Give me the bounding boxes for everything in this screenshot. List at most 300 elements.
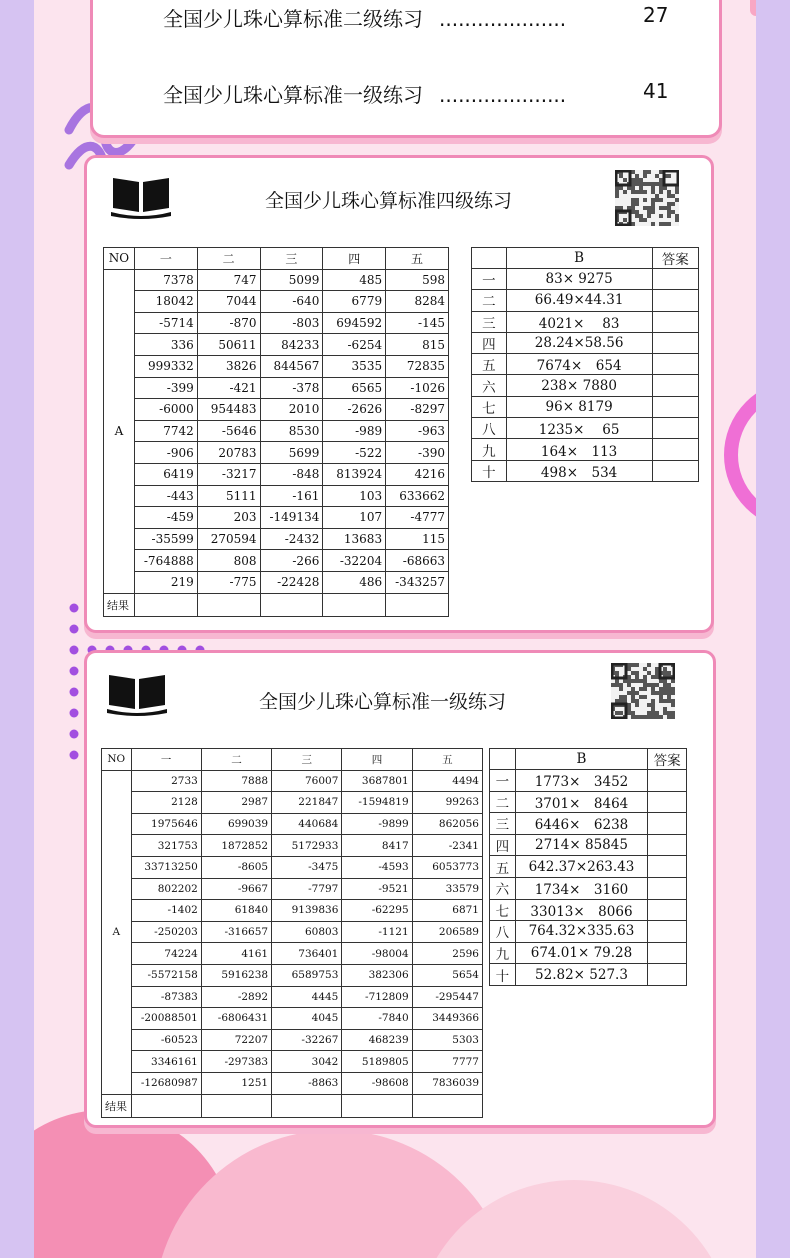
problem-expression: 28.24×58.56 (506, 332, 652, 353)
number-cell: 633662 (386, 485, 449, 507)
number-cell: -9899 (342, 813, 412, 835)
multiplication-table (489, 748, 687, 986)
table-row (472, 332, 699, 353)
table-row (104, 507, 449, 529)
number-cell: -35599 (134, 528, 197, 550)
number-cell: -989 (323, 420, 386, 442)
table-row (102, 878, 483, 900)
toc-item-leader: .................... (439, 83, 567, 107)
column-header: 四 (342, 749, 412, 771)
number-cell: -1402 (131, 900, 201, 922)
table-row (104, 334, 449, 356)
ring-decoration (724, 380, 756, 530)
number-cell: -32204 (323, 550, 386, 572)
addition-table (101, 748, 483, 1118)
table-row (104, 399, 449, 421)
table-row (104, 571, 449, 593)
table-of-contents-card (90, 0, 722, 138)
number-cell: -1594819 (342, 792, 412, 814)
problem-number: 十 (490, 964, 516, 986)
number-cell: 8530 (260, 420, 323, 442)
table-row (102, 986, 483, 1008)
number-cell: 72207 (201, 1029, 271, 1051)
number-cell: 203 (197, 507, 260, 529)
problem-number: 五 (472, 354, 507, 375)
number-cell: 802202 (131, 878, 201, 900)
number-cell: 33579 (412, 878, 482, 900)
problem-expression: 52.82× 527.3 (515, 964, 647, 986)
table-header-row (490, 749, 687, 770)
number-cell: -316657 (201, 921, 271, 943)
answer-cell[interactable] (652, 418, 698, 439)
number-cell: -4777 (386, 507, 449, 529)
result-cell[interactable] (342, 1094, 412, 1118)
answer-cell[interactable] (648, 942, 687, 964)
answer-cell[interactable] (652, 375, 698, 396)
number-cell: -7840 (342, 1008, 412, 1030)
table-header-row (104, 248, 449, 270)
number-cell: -250203 (131, 921, 201, 943)
number-cell: 6871 (412, 900, 482, 922)
addition-table (103, 247, 449, 617)
table-row (102, 1051, 483, 1073)
problem-expression: 2714× 85845 (515, 834, 647, 856)
number-cell: -6000 (134, 399, 197, 421)
table-row (104, 420, 449, 442)
table-row (104, 528, 449, 550)
number-cell: 598 (386, 269, 449, 291)
number-cell: 1251 (201, 1072, 271, 1094)
table-row (102, 921, 483, 943)
problem-number: 六 (490, 877, 516, 899)
number-cell: 2128 (131, 792, 201, 814)
answer-cell[interactable] (648, 813, 687, 835)
number-cell: -98608 (342, 1072, 412, 1094)
answer-cell[interactable] (652, 269, 698, 290)
number-cell: 61840 (201, 900, 271, 922)
result-label: 结果 (104, 593, 135, 617)
number-cell: 815 (386, 334, 449, 356)
number-cell: 5172933 (272, 835, 342, 857)
number-cell: -2626 (323, 399, 386, 421)
problem-expression: 3701× 8464 (515, 791, 647, 813)
number-cell: 321753 (131, 835, 201, 857)
number-cell: 5111 (197, 485, 260, 507)
answer-cell[interactable] (652, 290, 698, 311)
problem-expression: 164× 113 (506, 439, 652, 460)
answer-cell[interactable] (648, 877, 687, 899)
number-cell: 76007 (272, 770, 342, 792)
number-cell: 3346161 (131, 1051, 201, 1073)
number-cell: 206589 (412, 921, 482, 943)
number-cell: 221847 (272, 792, 342, 814)
toc-item-title: 全国少儿珠心算标准一级练习 (163, 83, 423, 107)
number-cell: 6419 (134, 463, 197, 485)
table-row (490, 921, 687, 943)
number-cell: 115 (386, 528, 449, 550)
number-cell: -62295 (342, 900, 412, 922)
qr-code-icon[interactable] (611, 663, 675, 719)
number-cell: 3449366 (412, 1008, 482, 1030)
problem-number: 二 (490, 791, 516, 813)
answer-cell[interactable] (648, 834, 687, 856)
problem-expression: 7674× 654 (506, 354, 652, 375)
number-cell: 3042 (272, 1051, 342, 1073)
number-cell: -712809 (342, 986, 412, 1008)
number-cell: -848 (260, 463, 323, 485)
number-cell: 33713250 (131, 856, 201, 878)
answer-cell[interactable] (648, 856, 687, 878)
number-cell: -443 (134, 485, 197, 507)
result-cell[interactable] (197, 593, 260, 617)
table-row (102, 1072, 483, 1094)
table-row (104, 463, 449, 485)
number-cell: 2987 (201, 792, 271, 814)
number-cell: 5916238 (201, 964, 271, 986)
number-cell: 7742 (134, 420, 197, 442)
number-cell: -963 (386, 420, 449, 442)
number-cell: 485 (323, 269, 386, 291)
table-row (490, 877, 687, 899)
column-header: NO (104, 248, 135, 270)
number-cell: 6779 (323, 291, 386, 313)
answer-cell[interactable] (652, 439, 698, 460)
number-cell: -870 (197, 312, 260, 334)
result-cell[interactable] (134, 593, 197, 617)
number-cell: -775 (197, 571, 260, 593)
number-cell: 736401 (272, 943, 342, 965)
result-row (104, 593, 449, 617)
column-header: 答案 (648, 749, 687, 770)
table-row (102, 900, 483, 922)
number-cell: 5654 (412, 964, 482, 986)
number-cell: -906 (134, 442, 197, 464)
column-header: 一 (131, 749, 201, 771)
problem-expression: 1235× 65 (506, 418, 652, 439)
table-row (472, 396, 699, 417)
table-row (472, 460, 699, 481)
number-cell: -3475 (272, 856, 342, 878)
row-label: A (104, 269, 135, 593)
problem-expression: 764.32×335.63 (515, 921, 647, 943)
number-cell: -8605 (201, 856, 271, 878)
problem-number: 三 (490, 813, 516, 835)
answer-cell[interactable] (648, 964, 687, 986)
number-cell: -161 (260, 485, 323, 507)
number-cell: -87383 (131, 986, 201, 1008)
number-cell: 954483 (197, 399, 260, 421)
problem-number: 九 (490, 942, 516, 964)
column-header: 三 (272, 749, 342, 771)
problem-expression: 1773× 3452 (515, 770, 647, 792)
table-row (472, 290, 699, 311)
number-cell: -68663 (386, 550, 449, 572)
problem-expression: 642.37×263.43 (515, 856, 647, 878)
row-label: A (102, 770, 132, 1094)
number-cell: 486 (323, 571, 386, 593)
exercise-card-level-1 (84, 650, 716, 1128)
number-cell: -4593 (342, 856, 412, 878)
table-row (490, 942, 687, 964)
number-cell: 7044 (197, 291, 260, 313)
number-cell: 6565 (323, 377, 386, 399)
problem-expression: 498× 534 (506, 460, 652, 481)
number-cell: -3217 (197, 463, 260, 485)
answer-cell[interactable] (652, 354, 698, 375)
answer-cell[interactable] (652, 332, 698, 353)
table-row (102, 792, 483, 814)
number-cell: 18042 (134, 291, 197, 313)
number-cell: -764888 (134, 550, 197, 572)
answer-cell[interactable] (648, 770, 687, 792)
number-cell: 468239 (342, 1029, 412, 1051)
table-row (472, 418, 699, 439)
problem-expression: 96× 8179 (506, 396, 652, 417)
problem-number: 一 (490, 770, 516, 792)
table-header-row (102, 749, 483, 771)
number-cell: -803 (260, 312, 323, 334)
table-row (490, 964, 687, 986)
problem-expression: 1734× 3160 (515, 877, 647, 899)
number-cell: 6589753 (272, 964, 342, 986)
number-cell: 103 (323, 485, 386, 507)
problem-number: 九 (472, 439, 507, 460)
number-cell: 699039 (201, 813, 271, 835)
number-cell: 808 (197, 550, 260, 572)
result-cell[interactable] (201, 1094, 271, 1118)
column-header: 答案 (652, 248, 698, 269)
open-book-icon (105, 669, 169, 717)
number-cell: -8297 (386, 399, 449, 421)
column-header: 五 (412, 749, 482, 771)
problem-number: 八 (490, 921, 516, 943)
problem-expression: 4021× 83 (506, 311, 652, 332)
number-cell: 1975646 (131, 813, 201, 835)
number-cell: -295447 (412, 986, 482, 1008)
toc-item-page: 27 (643, 3, 669, 27)
problem-number: 一 (472, 269, 507, 290)
number-cell: -60523 (131, 1029, 201, 1051)
answer-cell[interactable] (652, 396, 698, 417)
column-header: 二 (197, 248, 260, 270)
number-cell: 7777 (412, 1051, 482, 1073)
number-cell: 7378 (134, 269, 197, 291)
table-row (104, 312, 449, 334)
number-cell: -266 (260, 550, 323, 572)
problem-number: 八 (472, 418, 507, 439)
number-cell: 6053773 (412, 856, 482, 878)
column-header: 四 (323, 248, 386, 270)
number-cell: 694592 (323, 312, 386, 334)
number-cell: 84233 (260, 334, 323, 356)
number-cell: 270594 (197, 528, 260, 550)
table-row (102, 770, 483, 792)
number-cell: -7797 (272, 878, 342, 900)
number-cell: 5189805 (342, 1051, 412, 1073)
table-row (102, 813, 483, 835)
open-book-icon (109, 172, 173, 220)
number-cell: 4216 (386, 463, 449, 485)
problem-expression: 238× 7880 (506, 375, 652, 396)
answer-cell[interactable] (652, 311, 698, 332)
table-row (102, 856, 483, 878)
number-cell: 4161 (201, 943, 271, 965)
number-cell: -5646 (197, 420, 260, 442)
result-cell[interactable] (386, 593, 449, 617)
problem-number: 十 (472, 460, 507, 481)
column-header: NO (102, 749, 132, 771)
result-cell[interactable] (131, 1094, 201, 1118)
table-row (472, 269, 699, 290)
number-cell: -343257 (386, 571, 449, 593)
number-cell: 20783 (197, 442, 260, 464)
toc-item-leader: .................... (439, 7, 567, 31)
number-cell: -9521 (342, 878, 412, 900)
table-row (104, 291, 449, 313)
multiplication-table (471, 247, 699, 482)
number-cell: 8284 (386, 291, 449, 313)
problem-number: 七 (490, 899, 516, 921)
number-cell: -1026 (386, 377, 449, 399)
table-row (102, 1029, 483, 1051)
number-cell: -149134 (260, 507, 323, 529)
number-cell: -2892 (201, 986, 271, 1008)
number-cell: 5099 (260, 269, 323, 291)
number-cell: -145 (386, 312, 449, 334)
number-cell: 7836039 (412, 1072, 482, 1094)
answer-cell[interactable] (652, 460, 698, 481)
number-cell: 336 (134, 334, 197, 356)
column-header: 一 (134, 248, 197, 270)
column-header: 三 (260, 248, 323, 270)
number-cell: 382306 (342, 964, 412, 986)
number-cell: 4494 (412, 770, 482, 792)
number-cell: 2010 (260, 399, 323, 421)
problem-number: 二 (472, 290, 507, 311)
exercise-title: 全国少儿珠心算标准四级练习 (265, 190, 513, 212)
problem-number: 七 (472, 396, 507, 417)
number-cell: 99263 (412, 792, 482, 814)
number-cell: -2432 (260, 528, 323, 550)
table-row (104, 377, 449, 399)
problem-expression: 6446× 6238 (515, 813, 647, 835)
column-header (472, 248, 507, 269)
number-cell: -6254 (323, 334, 386, 356)
number-cell: 440684 (272, 813, 342, 835)
problem-number: 三 (472, 311, 507, 332)
number-cell: -22428 (260, 571, 323, 593)
answer-cell[interactable] (648, 791, 687, 813)
result-cell[interactable] (323, 593, 386, 617)
number-cell: -9667 (201, 878, 271, 900)
table-row (102, 964, 483, 986)
number-cell: -297383 (201, 1051, 271, 1073)
table-row (490, 856, 687, 878)
column-header: B (515, 749, 647, 770)
number-cell: 813924 (323, 463, 386, 485)
toc-item[interactable] (163, 3, 669, 33)
answer-cell[interactable] (648, 921, 687, 943)
number-cell: -12680987 (131, 1072, 201, 1094)
number-cell: 862056 (412, 813, 482, 835)
problem-expression: 66.49×44.31 (506, 290, 652, 311)
number-cell: -399 (134, 377, 197, 399)
result-cell[interactable] (272, 1094, 342, 1118)
number-cell: 4045 (272, 1008, 342, 1030)
number-cell: -522 (323, 442, 386, 464)
number-cell: 3687801 (342, 770, 412, 792)
table-row (490, 791, 687, 813)
number-cell: -5714 (134, 312, 197, 334)
result-row (102, 1094, 483, 1118)
problem-expression: 83× 9275 (506, 269, 652, 290)
number-cell: 13683 (323, 528, 386, 550)
result-label: 结果 (102, 1094, 132, 1118)
problem-number: 四 (490, 834, 516, 856)
number-cell: 9139836 (272, 900, 342, 922)
decorative-tab (750, 0, 756, 16)
number-cell: -20088501 (131, 1008, 201, 1030)
number-cell: 4445 (272, 986, 342, 1008)
column-header: 五 (386, 248, 449, 270)
answer-cell[interactable] (648, 899, 687, 921)
number-cell: -640 (260, 291, 323, 313)
number-cell: 74224 (131, 943, 201, 965)
table-row (104, 442, 449, 464)
table-row (490, 834, 687, 856)
column-header: B (506, 248, 652, 269)
number-cell: 60803 (272, 921, 342, 943)
qr-code-icon[interactable] (615, 170, 679, 226)
number-cell: -32267 (272, 1029, 342, 1051)
number-cell: 747 (197, 269, 260, 291)
number-cell: -378 (260, 377, 323, 399)
problem-number: 四 (472, 332, 507, 353)
number-cell: 844567 (260, 355, 323, 377)
table-row (472, 354, 699, 375)
number-cell: 8417 (342, 835, 412, 857)
column-header (490, 749, 516, 770)
result-cell[interactable] (260, 593, 323, 617)
toc-item[interactable] (163, 79, 669, 109)
exercise-title: 全国少儿珠心算标准一级练习 (259, 691, 507, 713)
number-cell: 1872852 (201, 835, 271, 857)
number-cell: -8863 (272, 1072, 342, 1094)
number-cell: 3535 (323, 355, 386, 377)
number-cell: -1121 (342, 921, 412, 943)
number-cell: 999332 (134, 355, 197, 377)
table-row (472, 375, 699, 396)
table-row (490, 770, 687, 792)
number-cell: 219 (134, 571, 197, 593)
number-cell: 72835 (386, 355, 449, 377)
table-row (104, 485, 449, 507)
number-cell: 5699 (260, 442, 323, 464)
table-row (490, 813, 687, 835)
number-cell: 7888 (201, 770, 271, 792)
number-cell: -421 (197, 377, 260, 399)
table-row (102, 1008, 483, 1030)
table-row (490, 899, 687, 921)
exercise-card-level-4 (84, 155, 714, 633)
problem-number: 五 (490, 856, 516, 878)
number-cell: -459 (134, 507, 197, 529)
number-cell: 5303 (412, 1029, 482, 1051)
number-cell: 50611 (197, 334, 260, 356)
number-cell: 107 (323, 507, 386, 529)
result-cell[interactable] (412, 1094, 482, 1118)
toc-item-title: 全国少儿珠心算标准二级练习 (163, 7, 423, 31)
